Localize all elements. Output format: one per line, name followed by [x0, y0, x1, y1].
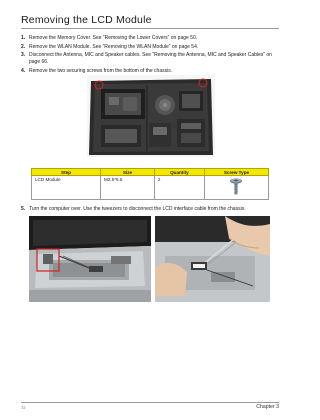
screw-icon [229, 177, 243, 197]
chassis-bottom-photo [87, 75, 215, 157]
step-5 [21, 206, 277, 213]
step-4 [21, 68, 277, 75]
step-text: Remove the two securing screws from the bottom of the chassis. [29, 67, 173, 74]
page-title: Removing the LCD Module [21, 14, 152, 26]
step-3 [21, 52, 277, 66]
table-header-size: Size [101, 169, 155, 176]
page-number: 72 [21, 405, 26, 410]
screw-table [31, 168, 269, 200]
cell-step: LCD Module [32, 176, 101, 200]
chapter-label: Chapter 3 [256, 404, 279, 410]
footer-divider [21, 402, 279, 403]
cell-screw-type [204, 176, 268, 200]
tweezers-disconnect-photo [155, 216, 270, 302]
title-divider [21, 28, 279, 29]
cell-quantity: 2 [154, 176, 204, 200]
step-1 [21, 35, 277, 42]
table-header-screw-type: Screw Type [204, 169, 268, 176]
table-header-step: Step [32, 169, 101, 176]
steps-list [21, 35, 277, 76]
cell-size: M2.5*6.5 [101, 176, 155, 200]
step-number: 4. [21, 67, 26, 74]
step-number: 2. [21, 43, 26, 50]
step-number: 5. [21, 206, 26, 212]
table-header-quantity: Quantity [154, 169, 204, 176]
step-text: Remove the Memory Cover. See “Removing the Lower Covers” on page 50. [29, 35, 198, 41]
table-row [32, 176, 269, 200]
step-number: 3. [21, 52, 26, 59]
step-text: Remove the WLAN Module. See “Removing the WLAN Module” on page 54. [29, 43, 199, 50]
step-text: Turn the computer over. Use the tweezers to disconnect the LCD interface cable from the chassis. [29, 206, 246, 212]
step-text: Disconnect the Antenna, MIC and Speaker cables. See “Removing the Antenna, MIC and Speaker Cables” on page 66. [29, 52, 272, 66]
steps-list-continued [21, 206, 277, 215]
step-2 [21, 44, 277, 51]
step-number: 1. [21, 35, 26, 41]
lcd-cable-overview-photo [29, 216, 151, 302]
